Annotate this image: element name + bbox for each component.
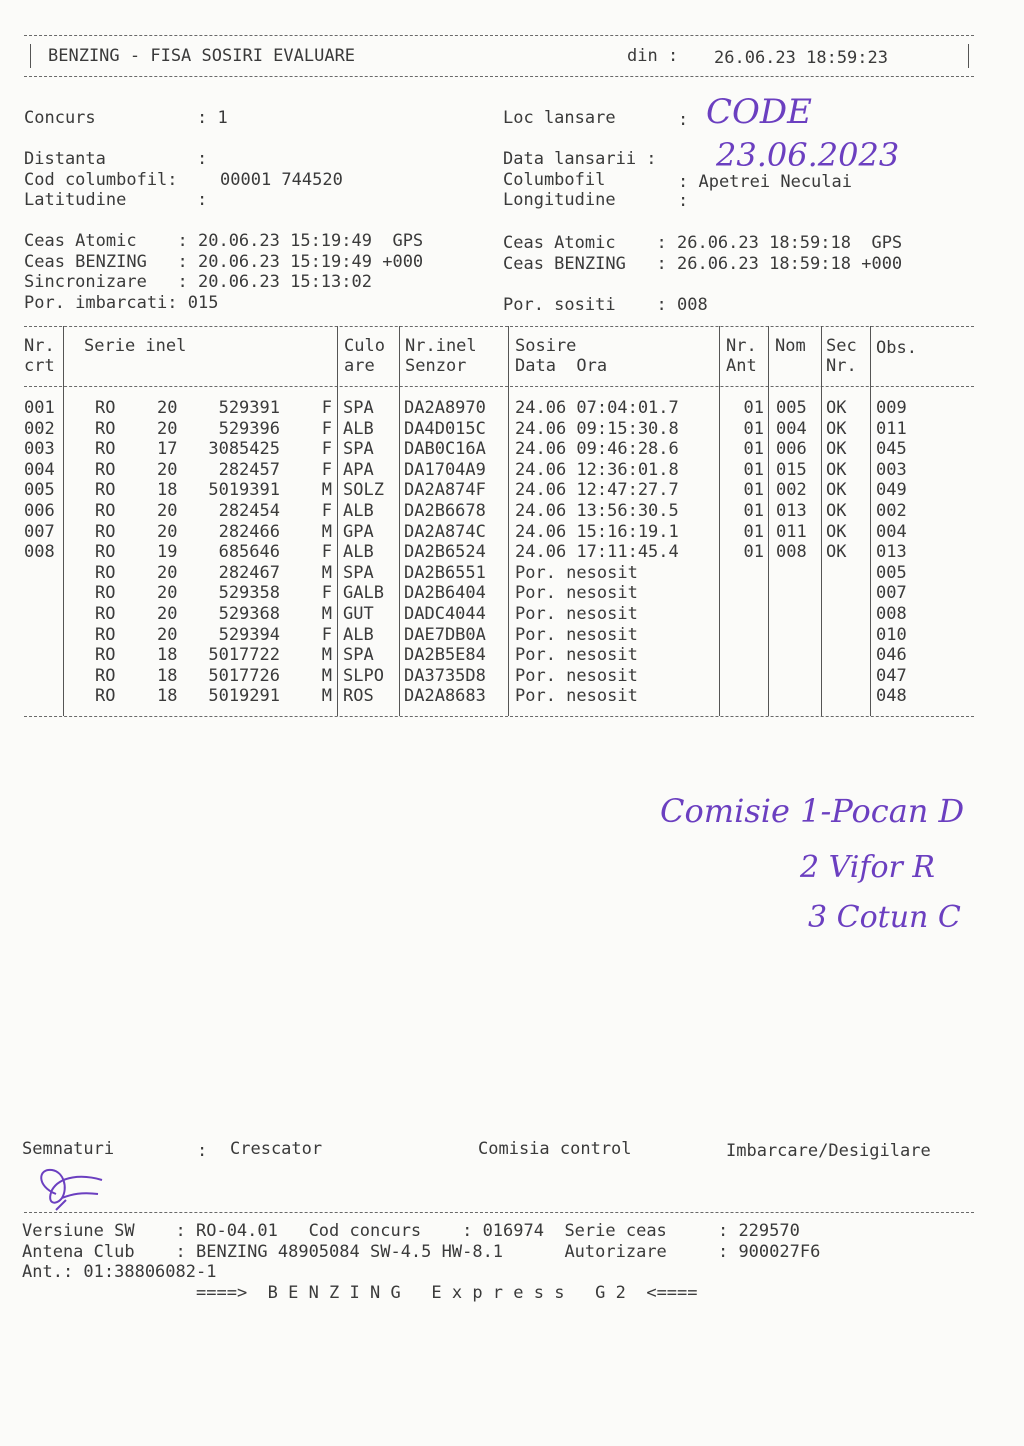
cell-an: 18 xyxy=(157,665,178,686)
cell-sex: M xyxy=(321,480,332,501)
header-bottom-rule xyxy=(24,76,974,77)
footer-rule xyxy=(24,1212,974,1213)
benzing-brand: ====> B E N Z I N G E x p r e s s G 2 <==== xyxy=(196,1283,698,1303)
cell-inel: 529358 xyxy=(218,583,280,604)
th-obs: Obs. xyxy=(876,338,917,358)
cell-senzor: DA2B6404 xyxy=(404,583,486,604)
cell-sex: F xyxy=(321,583,332,604)
concurs-value: : 1 xyxy=(197,108,228,128)
cell-senzor: DA2B6551 xyxy=(404,562,486,583)
cell-sex: F xyxy=(321,398,332,418)
cell-nom: 005 xyxy=(776,398,807,418)
cell-an: 20 xyxy=(157,521,178,542)
cell-obs: 045 xyxy=(876,439,907,460)
cell-nr: 007 xyxy=(24,521,55,542)
cell-sec: OK xyxy=(826,459,847,480)
cell-an: 18 xyxy=(157,480,178,501)
ceas-atomic-end: Ceas Atomic : 26.06.23 18:59:18 GPS xyxy=(503,233,903,253)
cell-inel: 529391 xyxy=(218,398,280,418)
th-culo: Culo xyxy=(344,336,385,356)
cell-culo: SPA xyxy=(343,398,374,418)
latitudine-value: : xyxy=(197,190,208,210)
cell-sosire: Por. nesosit xyxy=(515,645,638,666)
footer-line-1: Versiune SW : RO-04.01 Cod concurs : 016974 Serie ceas : 229570 xyxy=(22,1221,800,1241)
cell-culo: ALB xyxy=(343,418,374,439)
cell-nr: 008 xyxy=(24,542,55,563)
cell-sosire: 24.06 13:56:30.5 xyxy=(515,501,679,521)
cell-sec: OK xyxy=(826,521,847,542)
cell-an: 20 xyxy=(157,459,178,480)
cell-obs: 005 xyxy=(876,562,907,583)
col-divider xyxy=(768,326,769,716)
comisia-control-label: Comisia control xyxy=(478,1139,632,1159)
ceas-benzing-end: Ceas BENZING : 26.06.23 18:59:18 +000 xyxy=(503,254,903,274)
semnaturi-label: Semnaturi xyxy=(22,1139,115,1159)
th-sec: Sec xyxy=(826,336,857,356)
table-top-rule xyxy=(24,326,974,327)
cell-tara: RO xyxy=(95,624,116,645)
cell-an: 20 xyxy=(157,501,178,521)
cell-tara: RO xyxy=(95,459,116,480)
cell-senzor: DA2B5E84 xyxy=(404,645,486,666)
sincronizare: Sincronizare : 20.06.23 15:13:02 xyxy=(24,272,372,292)
cell-sec: OK xyxy=(826,480,847,501)
cell-sosire: Por. nesosit xyxy=(515,583,638,604)
header-top-rule xyxy=(24,35,974,36)
cell-inel: 5019391 xyxy=(208,480,280,501)
cell-sec: OK xyxy=(826,398,847,418)
cell-nom: 002 xyxy=(776,480,807,501)
cell-culo: ROS xyxy=(343,686,374,707)
col-divider xyxy=(719,326,720,716)
loc-lansare-value: : xyxy=(678,110,689,130)
crescator-signature-icon xyxy=(26,1164,116,1214)
cell-sosire: 24.06 09:46:28.6 xyxy=(515,439,679,460)
semnaturi-separator: : xyxy=(197,1141,208,1161)
th-sec-nr: Nr. xyxy=(826,356,857,376)
porumbei-sositi: Por. sositi : 008 xyxy=(503,295,708,315)
table-header-rule xyxy=(24,386,974,387)
cell-nom: 013 xyxy=(776,501,807,521)
cell-an: 20 xyxy=(157,604,178,624)
cell-sex: M xyxy=(321,562,332,583)
cell-sex: F xyxy=(321,501,332,521)
cell-senzor: DA4D015C xyxy=(404,418,486,439)
cell-an: 18 xyxy=(157,686,178,707)
cell-culo: GUT xyxy=(343,604,374,624)
cell-senzor: DA2A8970 xyxy=(404,398,486,418)
cell-obs: 010 xyxy=(876,624,907,645)
th-sosire: Sosire xyxy=(515,336,577,356)
cell-an: 18 xyxy=(157,645,178,666)
cell-inel: 5017722 xyxy=(208,645,280,666)
cell-sec: OK xyxy=(826,542,847,563)
concurs-label: Concurs xyxy=(24,108,96,128)
cell-culo: SOLZ xyxy=(343,480,384,501)
cell-nr: 002 xyxy=(24,418,55,439)
cell-ant: 01 xyxy=(743,439,764,460)
cell-inel: 282466 xyxy=(218,521,280,542)
cell-obs: 048 xyxy=(876,686,907,707)
cell-sex: M xyxy=(321,665,332,686)
cell-sosire: 24.06 07:04:01.7 xyxy=(515,398,679,418)
cell-nr: 003 xyxy=(24,439,55,460)
cell-sosire: Por. nesosit xyxy=(515,624,638,645)
cell-senzor: DAE7DB0A xyxy=(404,624,486,645)
cell-tara: RO xyxy=(95,480,116,501)
longitudine-label: Longitudine xyxy=(503,190,616,210)
footer-line-3: Ant.: 01:38806082-1 xyxy=(22,1262,217,1282)
cell-senzor: DAB0C16A xyxy=(404,439,486,460)
cell-culo: SPA xyxy=(343,645,374,666)
cell-inel: 5019291 xyxy=(208,686,280,707)
distanta-value: : xyxy=(197,149,208,169)
cell-tara: RO xyxy=(95,418,116,439)
cell-tara: RO xyxy=(95,562,116,583)
cell-sosire: 24.06 12:47:27.7 xyxy=(515,480,679,501)
cell-senzor: DA1704A9 xyxy=(404,459,486,480)
table-bottom-rule xyxy=(24,716,974,717)
header-right-border xyxy=(968,44,969,68)
cell-tara: RO xyxy=(95,686,116,707)
cell-nr: 001 xyxy=(24,398,55,418)
crescator-label: Crescator xyxy=(230,1139,323,1159)
cell-obs: 003 xyxy=(876,459,907,480)
col-divider xyxy=(508,326,509,716)
th-nr-inel: Nr.inel xyxy=(405,336,477,356)
header-left-border xyxy=(30,44,31,68)
th-senzor: Senzor xyxy=(405,356,467,376)
cell-tara: RO xyxy=(95,398,116,418)
cell-ant: 01 xyxy=(743,398,764,418)
cell-culo: GPA xyxy=(343,521,374,542)
cell-culo: SPA xyxy=(343,439,374,460)
cell-inel: 529396 xyxy=(218,418,280,439)
th-crt: crt xyxy=(24,356,55,376)
cell-nom: 004 xyxy=(776,418,807,439)
cell-sosire: Por. nesosit xyxy=(515,665,638,686)
cell-culo: APA xyxy=(343,459,374,480)
porumbei-imbarcati: Por. imbarcati: 015 xyxy=(24,293,219,313)
cell-obs: 046 xyxy=(876,645,907,666)
handwritten-data-lansarii: 23.06.2023 xyxy=(716,136,900,174)
cell-sex: F xyxy=(321,542,332,563)
columbofil-label: Columbofil xyxy=(503,170,606,190)
th-nr: Nr. xyxy=(24,336,55,356)
cell-inel: 529394 xyxy=(218,624,280,645)
cell-obs: 049 xyxy=(876,480,907,501)
cell-culo: SLPO xyxy=(343,665,384,686)
cell-inel: 685646 xyxy=(218,542,280,563)
cell-an: 20 xyxy=(157,583,178,604)
document-title: BENZING - FISA SOSIRI EVALUARE xyxy=(48,46,356,66)
cell-an: 20 xyxy=(157,398,178,418)
cell-senzor: DA2A8683 xyxy=(404,686,486,707)
latitudine-label: Latitudine xyxy=(24,190,127,210)
handwritten-comisie-line1: Comisie 1-Pocan D xyxy=(660,792,965,830)
cell-ant: 01 xyxy=(743,418,764,439)
cell-nom: 015 xyxy=(776,459,807,480)
cell-an: 20 xyxy=(157,624,178,645)
cell-inel: 282467 xyxy=(218,562,280,583)
cell-nr: 004 xyxy=(24,459,55,480)
handwritten-comisie-line2: 2 Vifor R xyxy=(800,850,935,885)
cell-tara: RO xyxy=(95,604,116,624)
th-data-ora: Data Ora xyxy=(515,356,608,376)
th-nom: Nom xyxy=(775,336,806,356)
cell-tara: RO xyxy=(95,645,116,666)
cell-sec: OK xyxy=(826,501,847,521)
cell-sex: M xyxy=(321,604,332,624)
cell-culo: ALB xyxy=(343,624,374,645)
cell-obs: 008 xyxy=(876,604,907,624)
cell-tara: RO xyxy=(95,542,116,563)
cell-inel: 5017726 xyxy=(208,665,280,686)
cell-nom: 006 xyxy=(776,439,807,460)
cell-obs: 009 xyxy=(876,398,907,418)
cell-sex: F xyxy=(321,459,332,480)
din-label: din : xyxy=(627,46,679,66)
cell-culo: ALB xyxy=(343,501,374,521)
cell-ant: 01 xyxy=(743,459,764,480)
cell-senzor: DA2B6678 xyxy=(404,501,486,521)
cell-ant: 01 xyxy=(743,501,764,521)
col-divider xyxy=(337,326,338,716)
cell-sex: F xyxy=(321,439,332,460)
loc-lansare-label: Loc lansare xyxy=(503,108,616,128)
cod-columbofil-value: 00001 744520 xyxy=(220,170,343,190)
cell-an: 19 xyxy=(157,542,178,563)
handwritten-loc-lansare: CODE xyxy=(706,92,812,132)
cell-sex: F xyxy=(321,418,332,439)
cell-sosire: 24.06 12:36:01.8 xyxy=(515,459,679,480)
cell-an: 20 xyxy=(157,562,178,583)
cell-sosire: 24.06 15:16:19.1 xyxy=(515,521,679,542)
cell-obs: 013 xyxy=(876,542,907,563)
ceas-atomic-start: Ceas Atomic : 20.06.23 15:19:49 GPS xyxy=(24,231,424,251)
cell-ant: 01 xyxy=(743,542,764,563)
cell-senzor: DA3735D8 xyxy=(404,665,486,686)
cell-tara: RO xyxy=(95,521,116,542)
cell-culo: GALB xyxy=(343,583,384,604)
cell-sex: M xyxy=(321,645,332,666)
cod-columbofil-label: Cod columbofil: xyxy=(24,170,178,190)
cell-sec: OK xyxy=(826,439,847,460)
cell-tara: RO xyxy=(95,583,116,604)
cell-senzor: DA2A874F xyxy=(404,480,486,501)
cell-sosire: 24.06 09:15:30.8 xyxy=(515,418,679,439)
ceas-benzing-start: Ceas BENZING : 20.06.23 15:19:49 +000 xyxy=(24,252,424,272)
cell-sosire: Por. nesosit xyxy=(515,686,638,707)
cell-sec: OK xyxy=(826,418,847,439)
report-datetime: 26.06.23 18:59:23 xyxy=(714,48,888,68)
cell-tara: RO xyxy=(95,665,116,686)
cell-sex: F xyxy=(321,624,332,645)
distanta-label: Distanta xyxy=(24,149,106,169)
th-ant: Ant xyxy=(726,356,757,376)
footer-line-2: Antena Club : BENZING 48905084 SW-4.5 HW-8.1 Autorizare : 900027F6 xyxy=(22,1242,821,1262)
cell-sosire: 24.06 17:11:45.4 xyxy=(515,542,679,563)
cell-senzor: DADC4044 xyxy=(404,604,486,624)
cell-sex: M xyxy=(321,686,332,707)
cell-obs: 004 xyxy=(876,521,907,542)
cell-tara: RO xyxy=(95,501,116,521)
th-serie-inel: Serie inel xyxy=(84,336,187,356)
th-are: are xyxy=(344,356,375,376)
cell-nr: 006 xyxy=(24,501,55,521)
columbofil-value: : Apetrei Neculai xyxy=(678,172,852,192)
cell-an: 20 xyxy=(157,418,178,439)
cell-inel: 282457 xyxy=(218,459,280,480)
cell-inel: 3085425 xyxy=(208,439,280,460)
cell-an: 17 xyxy=(157,439,178,460)
data-lansarii-label: Data lansarii : xyxy=(503,149,657,169)
cell-ant: 01 xyxy=(743,480,764,501)
col-divider xyxy=(399,326,400,716)
col-divider xyxy=(870,326,871,716)
cell-senzor: DA2A874C xyxy=(404,521,486,542)
cell-ant: 01 xyxy=(743,521,764,542)
cell-nom: 008 xyxy=(776,542,807,563)
cell-inel: 282454 xyxy=(218,501,280,521)
cell-sosire: Por. nesosit xyxy=(515,562,638,583)
th-nr-ant: Nr. xyxy=(726,336,757,356)
cell-sex: M xyxy=(321,521,332,542)
handwritten-comisie-line3: 3 Cotun C xyxy=(808,900,961,935)
imbarcare-desigilare-label: Imbarcare/Desigilare xyxy=(726,1141,931,1161)
cell-culo: SPA xyxy=(343,562,374,583)
cell-obs: 007 xyxy=(876,583,907,604)
cell-sosire: Por. nesosit xyxy=(515,604,638,624)
col-divider xyxy=(821,326,822,716)
cell-obs: 002 xyxy=(876,501,907,521)
cell-tara: RO xyxy=(95,439,116,460)
cell-nom: 011 xyxy=(776,521,807,542)
cell-inel: 529368 xyxy=(218,604,280,624)
cell-nr: 005 xyxy=(24,480,55,501)
cell-culo: ALB xyxy=(343,542,374,563)
cell-senzor: DA2B6524 xyxy=(404,542,486,563)
longitudine-value: : xyxy=(678,191,689,211)
cell-obs: 047 xyxy=(876,665,907,686)
cell-obs: 011 xyxy=(876,418,907,439)
